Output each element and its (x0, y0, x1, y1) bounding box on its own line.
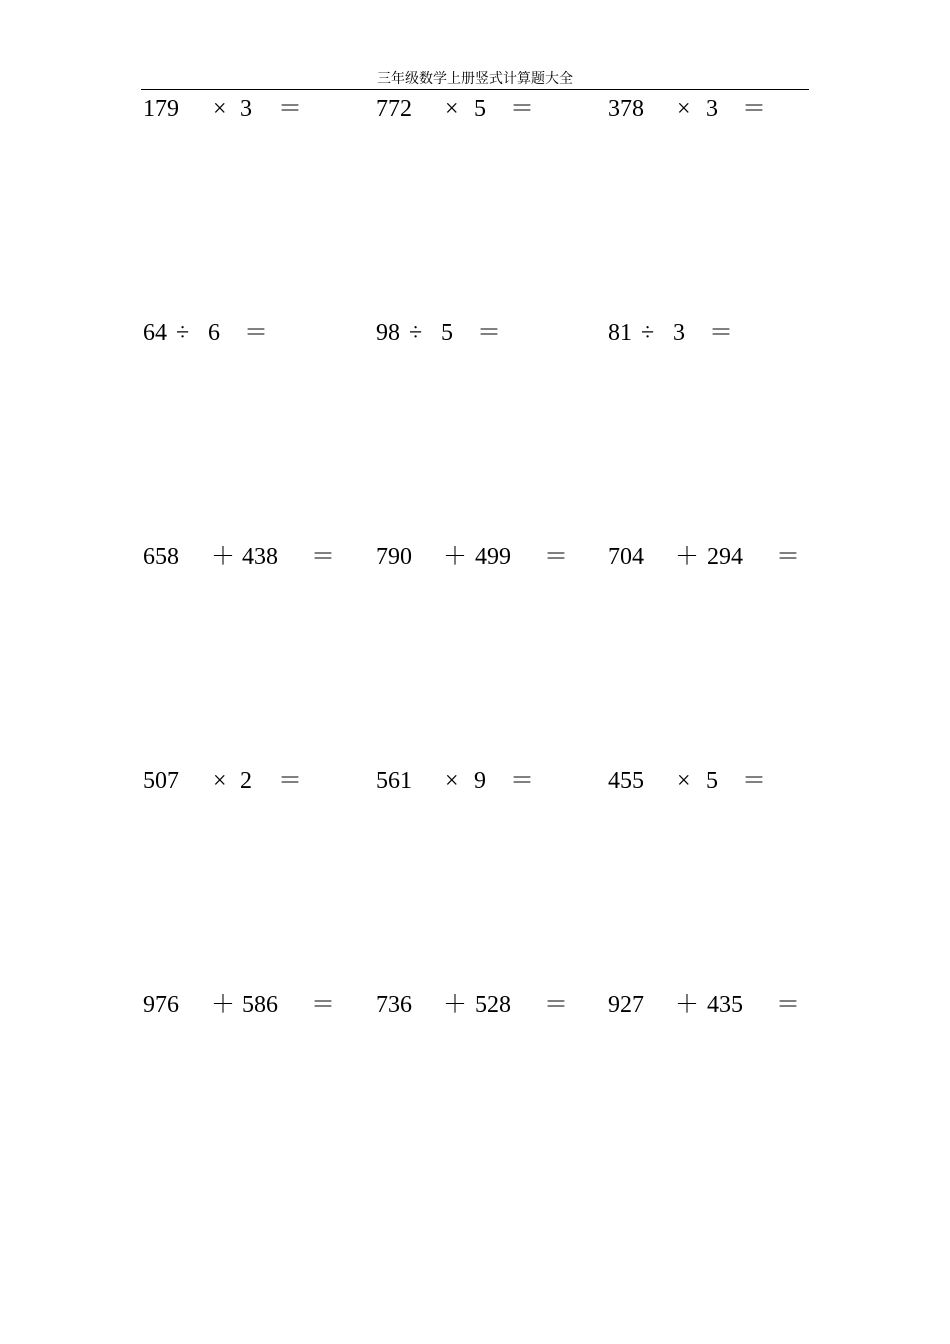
operand-a: 976 (143, 992, 179, 1018)
operator: ÷ (176, 320, 190, 346)
equals-sign: ＝ (510, 768, 534, 794)
operand-b: 9 (474, 768, 486, 794)
operand-a: 81 (608, 320, 632, 346)
operand-a: 179 (143, 96, 179, 122)
equals-sign: ＝ (742, 96, 766, 122)
operand-b: 3 (706, 96, 718, 122)
equals-sign: ＝ (278, 768, 302, 794)
operator: ＋ (211, 992, 235, 1018)
operand-a: 378 (608, 96, 644, 122)
operand-b: 435 (707, 992, 743, 1018)
operand-b: 499 (475, 544, 511, 570)
equals-sign: ＝ (278, 96, 302, 122)
operand-a: 736 (376, 992, 412, 1018)
operand-a: 790 (376, 544, 412, 570)
operand-b: 6 (208, 320, 220, 346)
equals-sign: ＝ (742, 768, 766, 794)
operator: × (213, 768, 227, 794)
operator: ÷ (641, 320, 655, 346)
operand-a: 64 (143, 320, 167, 346)
operator: × (445, 96, 459, 122)
operand-a: 772 (376, 96, 412, 122)
equals-sign: ＝ (776, 992, 800, 1018)
operator: × (445, 768, 459, 794)
equals-sign: ＝ (244, 320, 268, 346)
operand-b: 528 (475, 992, 511, 1018)
equals-sign: ＝ (544, 544, 568, 570)
equals-sign: ＝ (311, 992, 335, 1018)
equals-sign: ＝ (776, 544, 800, 570)
operator: ＋ (211, 544, 235, 570)
operand-a: 561 (376, 768, 412, 794)
equals-sign: ＝ (510, 96, 534, 122)
operator: ÷ (409, 320, 423, 346)
operator: × (677, 768, 691, 794)
operator: ＋ (675, 992, 699, 1018)
operand-a: 455 (608, 768, 644, 794)
operand-b: 294 (707, 544, 743, 570)
page-header: 三年级数学上册竖式计算题大全 (141, 70, 809, 90)
operand-b: 5 (706, 768, 718, 794)
operator: ＋ (443, 992, 467, 1018)
operator: ＋ (675, 544, 699, 570)
equals-sign: ＝ (311, 544, 335, 570)
operand-b: 586 (242, 992, 278, 1018)
operand-a: 658 (143, 544, 179, 570)
operand-b: 5 (474, 96, 486, 122)
operand-a: 98 (376, 320, 400, 346)
equals-sign: ＝ (709, 320, 733, 346)
operand-b: 438 (242, 544, 278, 570)
operand-b: 5 (441, 320, 453, 346)
operand-b: 3 (240, 96, 252, 122)
operand-a: 704 (608, 544, 644, 570)
operator: × (677, 96, 691, 122)
operand-b: 2 (240, 768, 252, 794)
equals-sign: ＝ (544, 992, 568, 1018)
operand-a: 927 (608, 992, 644, 1018)
operator: ＋ (443, 544, 467, 570)
equals-sign: ＝ (477, 320, 501, 346)
operand-b: 3 (673, 320, 685, 346)
operand-a: 507 (143, 768, 179, 794)
operator: × (213, 96, 227, 122)
